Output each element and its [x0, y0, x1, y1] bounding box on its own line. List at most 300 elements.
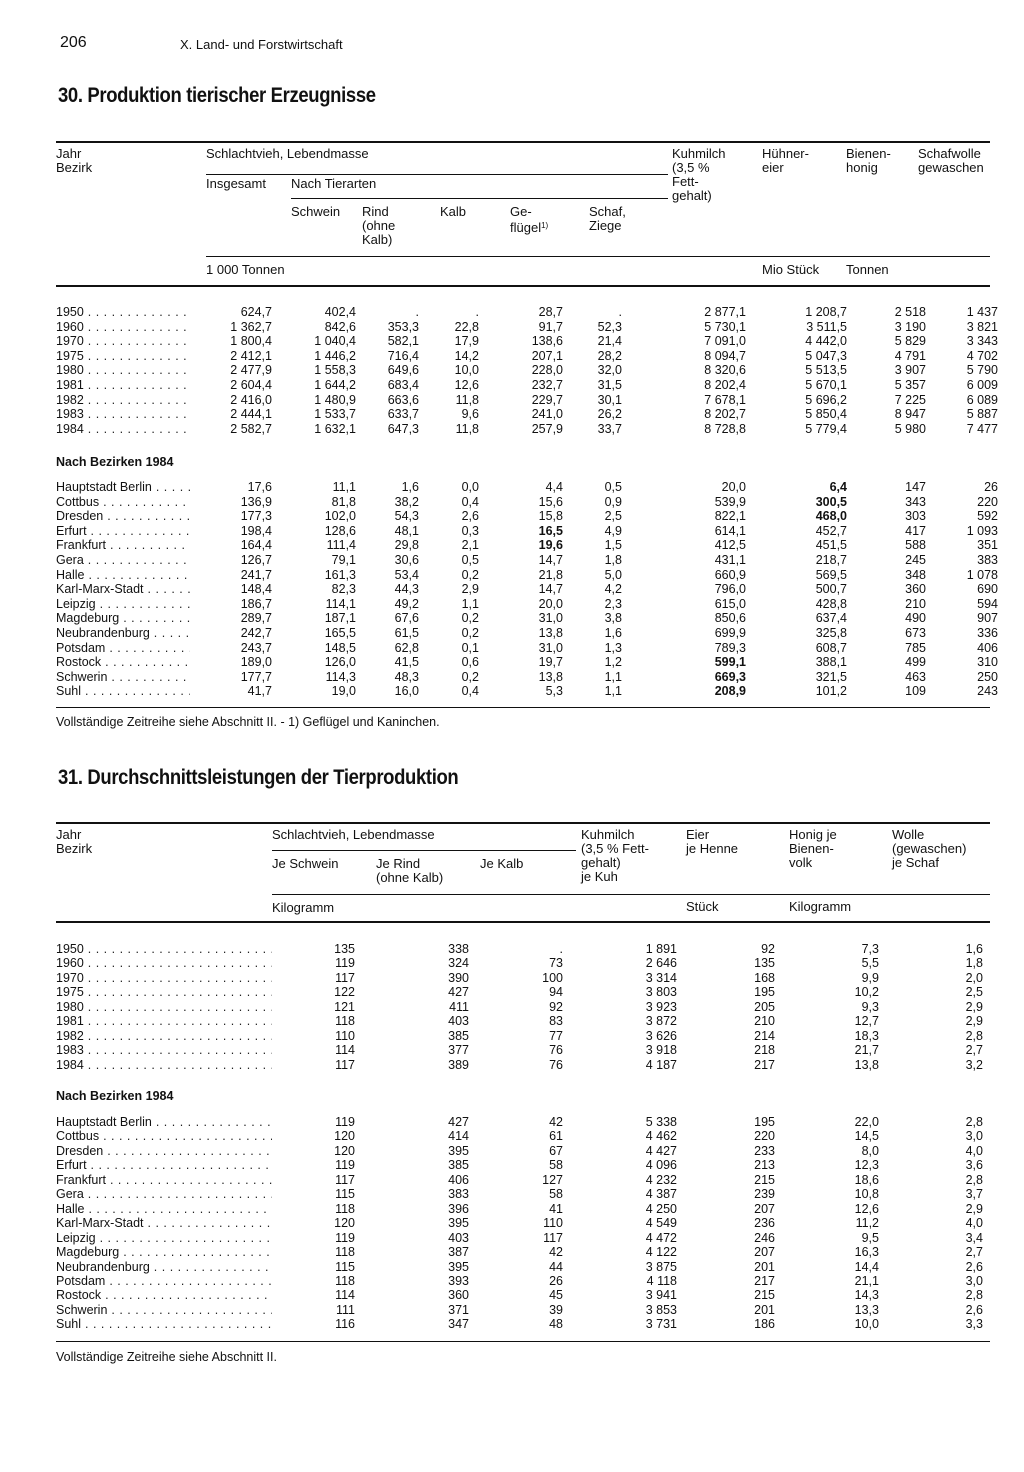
row-label: Leipzig . . . [56, 1231, 272, 1245]
cell-value: 14,3 [854, 1288, 879, 1303]
cell-value: 8 202,4 [704, 377, 746, 392]
cell-value: 2,6 [965, 1302, 983, 1317]
cell-value: 54,3 [394, 509, 419, 524]
cell-value: 3,0 [965, 1273, 983, 1288]
table-row [56, 1202, 983, 1216]
cell-value: 207,1 [531, 348, 563, 363]
cell-value: 2,9 [965, 1201, 983, 1216]
cell-value: 147 [905, 480, 926, 494]
cell-value: 1,1 [604, 669, 622, 684]
cell-value: 633,7 [387, 407, 419, 422]
cell-value: 5,0 [604, 567, 622, 582]
cell-value: 14,7 [538, 582, 563, 597]
chapter-title: X. Land- und Forstwirtschaft [180, 37, 343, 52]
table-row [56, 363, 998, 378]
cell-value: 61 [549, 1129, 563, 1144]
cell-value: 110 [335, 1028, 355, 1043]
cell-value: 1,5 [604, 538, 622, 553]
cell-value: 649,6 [387, 363, 419, 378]
cell-value: 13,3 [854, 1302, 879, 1317]
cell-value: 7 091,0 [704, 334, 746, 349]
cell-value: 647,3 [387, 421, 419, 436]
cell-value: 14,2 [454, 348, 479, 363]
table-row [56, 553, 998, 568]
cell-value: 3 907 [894, 363, 926, 378]
cell-value: 300,5 [815, 494, 847, 509]
cell-value: 3,0 [965, 1129, 983, 1144]
cell-value: 1,1 [604, 684, 622, 699]
unit-t: Tonnen [846, 262, 889, 277]
header-schafwolle-1: Schafwolle [918, 146, 981, 161]
cell-value: 165,5 [324, 625, 356, 640]
cell-value: 907 [977, 611, 998, 626]
cell-value: 48,3 [394, 669, 419, 684]
cell-value: 8 094,7 [704, 348, 746, 363]
cell-value: 2,0 [965, 970, 983, 985]
header-kuhmilch-4: gehalt) [672, 188, 712, 203]
table-row [56, 1014, 983, 1028]
cell-value: 2,9 [965, 1014, 983, 1029]
cell-value: 19,0 [331, 684, 356, 699]
cell-value: 12,3 [854, 1158, 879, 1173]
row-label: Dresden . . . [56, 1144, 272, 1158]
cell-value: 347 [448, 1317, 469, 1332]
header-jahr: Jahr [56, 146, 82, 161]
cell-value: 28,2 [597, 348, 622, 363]
table31-bezirke [56, 1115, 983, 1332]
table31-bottom-rule [56, 1341, 990, 1342]
cell-value: 126,0 [324, 655, 356, 670]
cell-value: 569,5 [815, 567, 847, 582]
cell-value: 377 [448, 1043, 469, 1058]
table-row [56, 971, 983, 985]
cell-value: 385 [448, 1028, 469, 1043]
cell-value: 1,6 [965, 942, 983, 956]
cell-value: 614,1 [714, 523, 746, 538]
unit-tonnen: 1 000 Tonnen [206, 262, 285, 277]
header31-kuhmilch-4: je Kuh [581, 869, 618, 884]
table30-footnote: Vollständige Zeitreihe siehe Abschnitt II. - 1) Geflügel und Kaninchen. [56, 715, 440, 729]
cell-value: 1 040,4 [314, 334, 356, 349]
cell-value: 9,3 [861, 999, 879, 1014]
cell-value: 463 [905, 669, 926, 684]
cell-value: 210 [754, 1014, 775, 1029]
cell-value: 18,6 [854, 1172, 879, 1187]
cell-value: 412,5 [714, 538, 746, 553]
cell-value: 10,0 [454, 363, 479, 378]
cell-value: 215 [754, 1172, 775, 1187]
cell-value: 0,5 [604, 480, 622, 494]
cell-value: 615,0 [714, 596, 746, 611]
row-label: Potsdam . . . [56, 641, 190, 656]
cell-value: 10,8 [854, 1187, 879, 1202]
cell-value: 5 047,3 [805, 348, 847, 363]
cell-value: 468,0 [815, 509, 847, 524]
cell-value: 213 [754, 1158, 775, 1173]
cell-value: 4 096 [645, 1158, 677, 1173]
table-row [56, 524, 998, 539]
cell-value: 2,6 [461, 509, 479, 524]
cell-value: 395 [448, 1259, 469, 1274]
header-kuhmilch-1: Kuhmilch [672, 146, 726, 161]
cell-value: 114,3 [325, 669, 356, 684]
cell-value: 100 [542, 970, 563, 985]
table-row [56, 1288, 983, 1302]
row-label: 1984 . . . [56, 422, 190, 437]
cell-value: 588 [905, 538, 926, 553]
table-row [56, 334, 998, 349]
cell-value: 21,1 [854, 1273, 879, 1288]
cell-value: . [559, 942, 563, 956]
row-label: Gera . . . [56, 1187, 272, 1201]
cell-value: 136,9 [240, 494, 272, 509]
cell-value: 101,2 [815, 684, 847, 699]
cell-value: 243 [977, 684, 998, 699]
row-label: Halle . . . [56, 568, 190, 583]
cell-value: 117 [335, 1057, 355, 1072]
cell-value: 716,4 [387, 348, 419, 363]
table31-bezirke-heading: Nach Bezirken 1984 [56, 1089, 174, 1103]
cell-value: 242,7 [240, 625, 272, 640]
cell-value: 20,0 [538, 596, 563, 611]
cell-value: 2,5 [965, 985, 983, 1000]
cell-value: 186,7 [240, 596, 272, 611]
cell-value: 4 122 [645, 1245, 677, 1260]
cell-value: 218 [754, 1043, 775, 1058]
cell-value: 3,6 [965, 1158, 983, 1173]
cell-value: 207 [754, 1245, 775, 1260]
row-label: 1981 . . . [56, 378, 190, 393]
row-label: Frankfurt . . . [56, 538, 190, 553]
row-label: Magdeburg . . . [56, 611, 190, 626]
cell-value: 637,4 [815, 611, 847, 626]
cell-value: 0,9 [604, 494, 622, 509]
cell-value: 336 [977, 625, 998, 640]
cell-value: 4 462 [645, 1129, 677, 1144]
cell-value: 246 [754, 1230, 775, 1245]
cell-value: 31,0 [538, 640, 563, 655]
cell-value: 116 [335, 1317, 355, 1332]
cell-value: 1 800,4 [230, 334, 272, 349]
cell-value: 164,4 [240, 538, 272, 553]
cell-value: 3 853 [645, 1302, 677, 1317]
cell-value: 388,1 [815, 655, 847, 670]
header31-je-rind-1: Je Rind [376, 856, 421, 871]
cell-value: 26,2 [597, 407, 622, 422]
cell-value: 1,8 [965, 956, 983, 971]
header31-schlachtvieh: Schlachtvieh, Lebendmasse [272, 827, 435, 842]
header-bezirk: Bezirk [56, 160, 93, 175]
cell-value: 20,0 [721, 480, 746, 494]
cell-value: 127 [542, 1172, 563, 1187]
cell-value: 699,9 [714, 625, 746, 640]
cell-value: . [618, 305, 622, 319]
table-row [56, 670, 998, 685]
row-label: 1970 . . . [56, 334, 190, 349]
table-row [56, 1245, 983, 1259]
cell-value: 52,3 [597, 319, 622, 334]
cell-value: 117 [543, 1230, 563, 1245]
row-label: Erfurt . . . [56, 524, 190, 539]
header-schaf-1: Schaf, [589, 204, 626, 219]
cell-value: 22,0 [854, 1115, 879, 1129]
cell-value: 822,1 [714, 509, 746, 524]
cell-value: 431,1 [714, 552, 746, 567]
header31-eier-1: Eier [686, 827, 710, 842]
cell-value: 1 891 [645, 942, 677, 956]
cell-value: 205 [754, 999, 775, 1014]
cell-value: 402,4 [324, 305, 356, 319]
cell-value: 5 696,2 [805, 392, 847, 407]
cell-value: 2 477,9 [230, 363, 272, 378]
cell-value: 6 089 [966, 392, 998, 407]
cell-value: 490 [905, 611, 926, 626]
table-row [56, 1274, 983, 1288]
header-schafwolle-2: gewaschen [918, 160, 984, 175]
row-label: Karl-Marx-Stadt . . . [56, 1216, 272, 1230]
cell-value: 76 [549, 1043, 563, 1058]
cell-value: 4,0 [965, 1143, 983, 1158]
cell-value: 229,7 [531, 392, 563, 407]
cell-value: 120 [334, 1216, 355, 1231]
cell-value: 451,5 [815, 538, 847, 553]
cell-value: 21,4 [597, 334, 622, 349]
cell-value: 2 604,4 [230, 377, 272, 392]
cell-value: 8 320,6 [704, 363, 746, 378]
cell-value: 5 980 [894, 421, 926, 436]
row-label: Schwerin . . . [56, 670, 190, 685]
cell-value: 214 [754, 1028, 775, 1043]
row-label: 1975 . . . [56, 349, 190, 364]
cell-value: 383 [977, 552, 998, 567]
cell-value: 5 357 [894, 377, 926, 392]
cell-value: 11,8 [455, 421, 479, 436]
header-gefluegel-text: flügel [510, 220, 542, 235]
row-label: Cottbus . . . [56, 1129, 272, 1143]
cell-value: 128,6 [324, 523, 356, 538]
cell-value: 79,1 [331, 552, 356, 567]
cell-value: 3 190 [894, 319, 926, 334]
cell-value: 1,8 [604, 552, 622, 567]
cell-value: 17,6 [247, 480, 272, 494]
cell-value: 303 [905, 509, 926, 524]
table-row [56, 1303, 983, 1317]
header-gefluegel-1: Ge- [510, 204, 532, 219]
cell-value: 4 702 [966, 348, 998, 363]
cell-value: 7 225 [894, 392, 926, 407]
cell-value: 690 [977, 582, 998, 597]
cell-value: 44,3 [394, 582, 419, 597]
cell-value: 10,0 [854, 1317, 879, 1332]
header-bienen-1: Bienen- [846, 146, 891, 161]
table-row [56, 378, 998, 393]
row-label: 1975 . . . [56, 985, 272, 999]
cell-value: 168 [754, 970, 775, 985]
cell-value: 499 [905, 655, 926, 670]
cell-value: 16,5 [538, 523, 563, 538]
cell-value: 201 [754, 1259, 775, 1274]
cell-value: 16,0 [394, 684, 419, 699]
cell-value: 389 [448, 1057, 469, 1072]
row-label: Karl-Marx-Stadt . . . [56, 582, 190, 597]
cell-value: 14,4 [854, 1259, 879, 1274]
cell-value: 16,3 [854, 1245, 879, 1260]
cell-value: 5 338 [645, 1115, 677, 1129]
cell-value: 241,7 [240, 567, 272, 582]
table-row [56, 320, 998, 335]
cell-value: 4,2 [604, 582, 622, 597]
cell-value: 4 250 [645, 1201, 677, 1216]
cell-value: 13,8 [538, 669, 563, 684]
cell-value: 187,1 [324, 611, 356, 626]
row-label: Frankfurt . . . [56, 1173, 272, 1187]
row-label: 1983 . . . [56, 1043, 272, 1057]
cell-value: 39 [549, 1302, 563, 1317]
cell-value: 396 [448, 1201, 469, 1216]
row-label: Hauptstadt Berlin . . . [56, 480, 190, 495]
cell-value: 582,1 [387, 334, 419, 349]
cell-value: 19,6 [538, 538, 563, 553]
cell-value: 0,2 [461, 611, 479, 626]
row-label: 1980 . . . [56, 363, 190, 378]
cell-value: 12,7 [854, 1014, 879, 1029]
cell-value: 3 511,5 [806, 319, 847, 334]
table-row [56, 349, 998, 364]
cell-value: 5 850,4 [805, 407, 847, 422]
cell-value: 785 [905, 640, 926, 655]
cell-value: 11,2 [855, 1216, 879, 1231]
cell-value: 1 362,7 [230, 319, 272, 334]
cell-value: 4 442,0 [805, 334, 847, 349]
cell-value: 2,3 [604, 596, 622, 611]
cell-value: 452,7 [815, 523, 847, 538]
header-huehner-1: Hühner- [762, 146, 809, 161]
cell-value: 3,2 [965, 1057, 983, 1072]
table-row [56, 1115, 983, 1129]
cell-value: 403 [448, 1230, 469, 1245]
table31-footnote: Vollständige Zeitreihe siehe Abschnitt II. [56, 1350, 277, 1364]
cell-value: 177,3 [240, 509, 272, 524]
cell-value: 1,6 [604, 625, 622, 640]
cell-value: 42 [549, 1115, 563, 1129]
cell-value: 44 [549, 1259, 563, 1274]
table-row [56, 597, 998, 612]
cell-value: 321,5 [815, 669, 847, 684]
cell-value: 2 646 [645, 956, 677, 971]
row-label: Neubrandenburg . . . [56, 626, 190, 641]
table31-years [56, 942, 983, 1072]
rule31-schlachtvieh [272, 850, 576, 851]
cell-value: 1 208,7 [805, 305, 847, 319]
cell-value: 371 [448, 1302, 469, 1317]
row-label: 1970 . . . [56, 971, 272, 985]
cell-value: 138,6 [531, 334, 563, 349]
cell-value: 3 918 [645, 1043, 677, 1058]
cell-value: . [415, 305, 419, 319]
row-label: 1950 . . . [56, 942, 272, 956]
row-label: 1982 . . . [56, 1029, 272, 1043]
cell-value: 5,3 [545, 684, 563, 699]
cell-value: 4,9 [604, 523, 622, 538]
cell-value: 38,2 [394, 494, 419, 509]
cell-value: 21,8 [538, 567, 563, 582]
cell-value: 5 790 [966, 363, 998, 378]
cell-value: 189,0 [240, 655, 272, 670]
cell-value: 310 [977, 655, 998, 670]
cell-value: 26 [549, 1273, 563, 1288]
table-row [56, 1129, 983, 1143]
table-row [56, 1317, 983, 1331]
cell-value: 67,6 [394, 611, 419, 626]
cell-value: 406 [448, 1172, 469, 1187]
cell-value: 343 [905, 494, 926, 509]
cell-value: 683,4 [387, 377, 419, 392]
footnote-marker: 1) [541, 221, 549, 230]
cell-value: 42 [549, 1245, 563, 1260]
cell-value: 77 [549, 1028, 563, 1043]
cell-value: 117 [335, 970, 355, 985]
cell-value: 17,9 [454, 334, 479, 349]
cell-value: . [475, 305, 479, 319]
cell-value: 4,0 [965, 1216, 983, 1231]
row-label: 1950 . . . [56, 305, 190, 320]
cell-value: 2,8 [965, 1172, 983, 1187]
cell-value: 289,7 [240, 611, 272, 626]
table-row [56, 942, 983, 956]
header-rind-1: Rind [362, 204, 389, 219]
cell-value: 2,5 [604, 509, 622, 524]
header31-jahr: Jahr [56, 827, 82, 842]
unit31-stueck: Stück [686, 899, 719, 914]
cell-value: 195 [754, 985, 775, 1000]
cell-value: 3,3 [965, 1317, 983, 1332]
cell-value: 3 875 [645, 1259, 677, 1274]
table-row [56, 1158, 983, 1172]
cell-value: 12,6 [454, 377, 479, 392]
row-label: Suhl . . . [56, 1317, 272, 1331]
cell-value: 0,2 [461, 625, 479, 640]
cell-value: 31,5 [597, 377, 622, 392]
table-row [56, 1029, 983, 1043]
table-row [56, 582, 998, 597]
row-label: Potsdam . . . [56, 1274, 272, 1288]
table-row [56, 495, 998, 510]
header-schaf-2: Ziege [589, 218, 622, 233]
table-row [56, 538, 998, 553]
cell-value: 239 [754, 1187, 775, 1202]
table-row [56, 626, 998, 641]
table-row [56, 1173, 983, 1187]
cell-value: 8 202,7 [704, 407, 746, 422]
row-label: Hauptstadt Berlin . . . [56, 1115, 272, 1129]
row-label: 1960 . . . [56, 320, 190, 335]
table30-bezirke-heading: Nach Bezirken 1984 [56, 455, 174, 469]
cell-value: 92 [549, 999, 563, 1014]
cell-value: 233 [754, 1143, 775, 1158]
cell-value: 8 728,8 [704, 421, 746, 436]
cell-value: 6,4 [829, 480, 847, 494]
row-label: Schwerin . . . [56, 1303, 272, 1317]
cell-value: 177,7 [240, 669, 272, 684]
cell-value: 9,6 [461, 407, 479, 422]
cell-value: 210 [905, 596, 926, 611]
rule31-units [272, 894, 990, 895]
cell-value: 2 518 [894, 305, 926, 319]
cell-value: 1 078 [966, 567, 998, 582]
unit31-kg2: Kilogramm [789, 899, 852, 914]
cell-value: 3 923 [645, 999, 677, 1014]
cell-value: 3 803 [645, 985, 677, 1000]
